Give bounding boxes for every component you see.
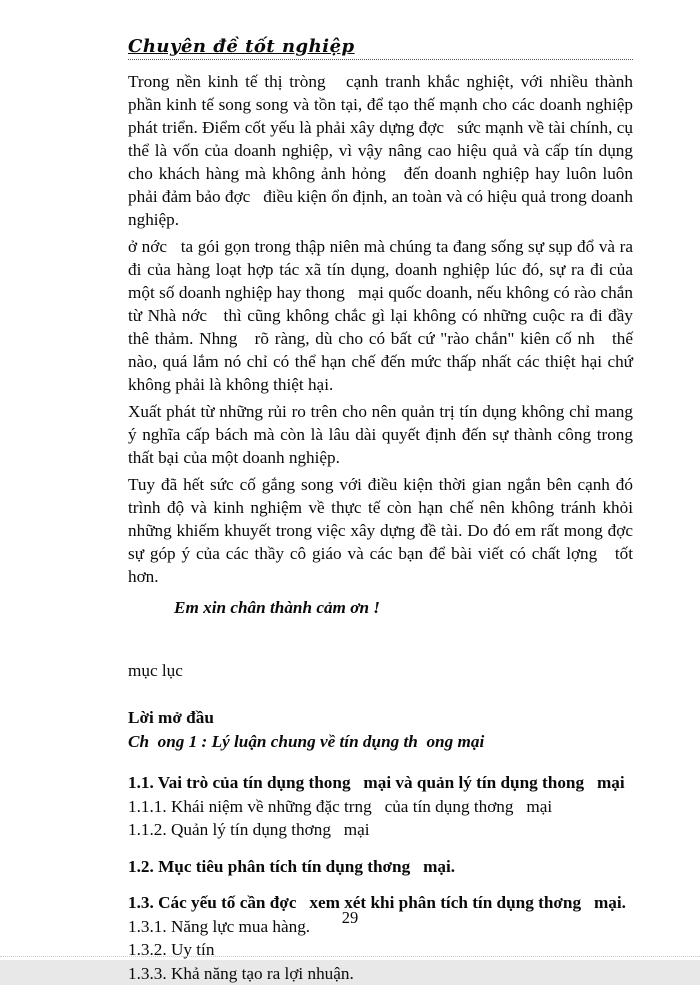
toc-intro-line: Lời mở đầu	[128, 706, 633, 730]
page-number: 29	[0, 908, 700, 928]
toc-item: 1.3. Các yếu tố cần đợc xem xét khi phân tích tín dụng thơng mại.	[128, 891, 633, 915]
toc-item: 1.1.1. Khái niệm về những đặc trng của tín dụng thơng mại	[128, 795, 633, 819]
toc-chapter-line: Ch ong 1 : Lý luận chung về tín dụng th ong mại	[128, 730, 633, 754]
toc-item: 1.3.2. Uy tín	[128, 938, 633, 962]
page-bottom-divider	[0, 956, 700, 957]
toc-item: 1.3.1. Năng lực mua hàng.	[128, 915, 633, 939]
toc-item: 1.1. Vai trò của tín dụng thong mại và quản lý tín dụng thong mại	[128, 771, 633, 795]
toc-item: 1.1.2. Quản lý tín dụng thơng mại	[128, 818, 633, 842]
paragraph: Tuy đã hết sức cố gắng song với điều kiện thời gian ngắn bên cạnh đó trình độ và kinh nghiệm về thực tế còn hạn chế nên không tránh khỏi những khiếm khuyết trong việc xây dựng đề tài. Do đó em rất mong đợc sự góp ý của các thầy cô giáo và các bạn để bài viết có chất lợng tốt hơn.	[128, 473, 633, 588]
closing-thanks-line: Em xin chân thành cảm ơn !	[174, 596, 633, 619]
toc-heading: mục lục	[128, 659, 633, 682]
document-body	[128, 70, 633, 985]
paragraph: Xuất phát từ những rủi ro trên cho nên quản trị tín dụng không chỉ mang ý nghĩa cấp bách mà còn là lâu dài quyết định đến sự thành công trong thất bại của một doanh nghiệp.	[128, 400, 633, 469]
paragraph: ở nớc ta gói gọn trong thập niên mà chúng ta đang sống sự sụp đổ và ra đi của hàng loạt hợp tác xã tín dụng, doanh nghiệp lúc đó, sự ra đi của một số doanh nghiệp hay thong mại quốc doanh, nếu không có rào chắn từ Nhà nớc thì cũng không chắc gì lại không có những cuộc ra đi đầy thê thảm. Nhng rõ ràng, dù cho có bất cứ "rào chắn" kiên cố nh thế nào, quá lắm nó chỉ có thể hạn chế đến mức thấp nhất các thiệt hại chứ không phải là không thiệt hại.	[128, 235, 633, 396]
paragraph: Trong nền kinh tế thị tròng cạnh tranh khắc nghiệt, với nhiều thành phần kinh tế song song và tồn tại, để tạo thế mạnh cho các doanh nghiệp phát triển. Điểm cốt yếu là phải xây dựng đợc sức mạnh về tài chính, cụ thể là vốn của doanh nghiệp, vì vậy nâng cao hiệu quả và cấp tín dụng cho khách hàng mà không ảnh hỏng đến doanh nghiệp hay luôn luôn phải đảm bảo đợc điều kiện ổn định, an toàn và có hiệu quả trong doanh nghiệp.	[128, 70, 633, 231]
page-header	[128, 36, 633, 60]
page-header-title: Chuyên đề tốt nghiệp	[128, 36, 355, 57]
toc-item: 1.3.3. Khả năng tạo ra lợi nhuận.	[128, 962, 633, 985]
toc-item: 1.2. Mục tiêu phân tích tín dụng thơng mại.	[128, 855, 633, 879]
